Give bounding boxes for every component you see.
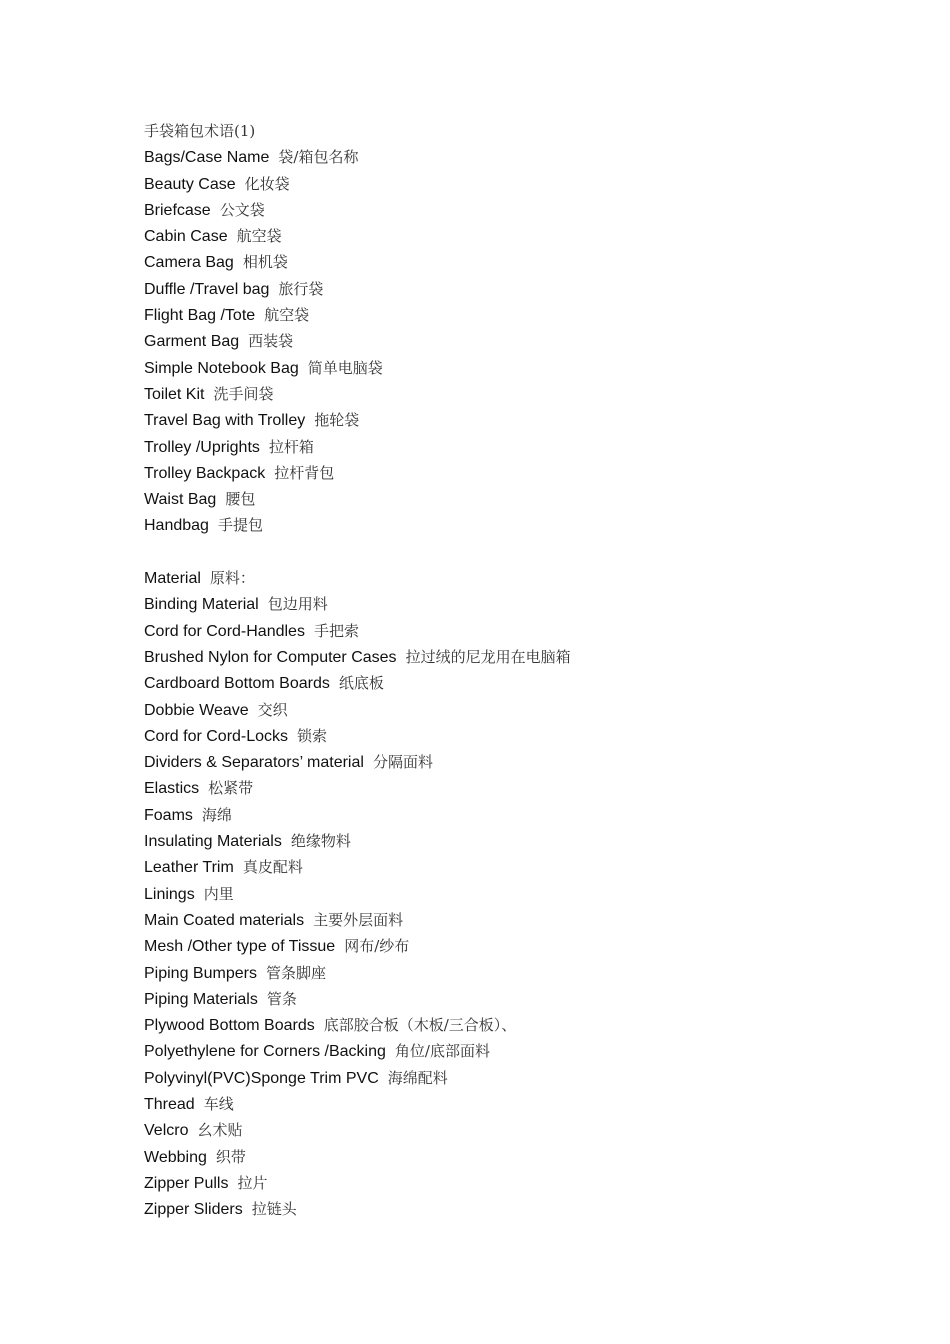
- term-chinese: 洗手间袋: [213, 384, 274, 403]
- term-english: Plywood Bottom Boards: [144, 1017, 315, 1035]
- materials-list: [144, 565, 904, 1222]
- term-chinese: 海绵: [201, 805, 232, 824]
- material-term-row: [144, 1065, 904, 1091]
- term-english: Leather Trim: [144, 859, 234, 877]
- term-chinese: 航空袋: [264, 306, 310, 325]
- material-term-row: [144, 828, 904, 854]
- bag-term-row: [144, 223, 904, 249]
- material-term-row: [144, 907, 904, 933]
- term-chinese: 松紧带: [208, 779, 254, 798]
- term-chinese: 车线: [203, 1094, 234, 1113]
- term-english: Main Coated materials: [144, 911, 305, 929]
- term-english: Webbing: [144, 1148, 207, 1166]
- section-spacer: [144, 539, 904, 565]
- bag-term-row: [144, 328, 904, 354]
- material-term-row: [144, 775, 904, 801]
- material-term-row: [144, 618, 904, 644]
- term-english: Travel Bag with Trolley: [144, 412, 306, 430]
- term-chinese: 拖轮袋: [314, 411, 360, 430]
- term-english: Zipper Sliders: [144, 1201, 243, 1219]
- term-chinese: 原料：: [209, 569, 255, 588]
- term-chinese: 纸底板: [338, 674, 384, 693]
- material-term-row: [144, 881, 904, 907]
- term-chinese: 锁索: [297, 726, 328, 745]
- term-chinese: 管条: [266, 989, 297, 1008]
- term-chinese: 幺术贴: [197, 1121, 243, 1140]
- material-term-row: [144, 749, 904, 775]
- term-chinese: 拉过绒的尼龙用在电脑箱: [405, 647, 571, 666]
- document-title: 手袋箱包术语(1): [144, 122, 256, 140]
- material-term-row: [144, 697, 904, 723]
- term-english: Flight Bag /Tote: [144, 307, 256, 325]
- term-chinese: 拉链头: [251, 1200, 297, 1219]
- material-term-row: [144, 1038, 904, 1064]
- term-chinese: 内里: [203, 884, 234, 903]
- term-chinese: 绝缘物料: [290, 832, 351, 851]
- material-term-row: [144, 1091, 904, 1117]
- term-chinese: 公文袋: [219, 200, 265, 219]
- term-english: Elastics: [144, 780, 200, 798]
- term-english: Dividers & Separators’ material: [144, 754, 364, 772]
- term-chinese: 航空袋: [236, 227, 282, 246]
- term-chinese: 袋/箱包名称: [278, 148, 359, 167]
- term-english: Mesh /Other type of Tissue: [144, 938, 336, 956]
- term-english: Foams: [144, 806, 193, 824]
- term-english: Brushed Nylon for Computer Cases: [144, 648, 397, 666]
- term-english: Material: [144, 570, 201, 588]
- term-english: Piping Bumpers: [144, 964, 257, 982]
- term-chinese: 西装袋: [248, 332, 294, 351]
- bag-term-row: [144, 407, 904, 433]
- bag-term-row: [144, 512, 904, 538]
- material-term-row: [144, 723, 904, 749]
- term-english: Duffle /Travel bag: [144, 280, 270, 298]
- bag-term-row: [144, 276, 904, 302]
- term-chinese: 腰包: [225, 490, 256, 509]
- term-chinese: 角位/底部面料: [394, 1042, 490, 1061]
- bag-term-row: [144, 381, 904, 407]
- term-english: Linings: [144, 885, 195, 903]
- term-english: Beauty Case: [144, 175, 236, 193]
- material-term-row: [144, 802, 904, 828]
- term-chinese: 手提包: [217, 516, 263, 535]
- term-english: Thread: [144, 1095, 195, 1113]
- material-term-row: [144, 986, 904, 1012]
- bag-term-row: [144, 302, 904, 328]
- term-english: Trolley Backpack: [144, 464, 266, 482]
- term-english: Binding Material: [144, 596, 259, 614]
- term-chinese: 简单电脑袋: [307, 358, 383, 377]
- material-term-row: [144, 1196, 904, 1222]
- term-english: Bags/Case Name: [144, 149, 270, 167]
- material-term-row: [144, 1170, 904, 1196]
- term-english: Camera Bag: [144, 254, 234, 272]
- term-chinese: 拉杆背包: [274, 463, 335, 482]
- term-english: Cord for Cord-Locks: [144, 727, 289, 745]
- term-chinese: 海绵配料: [387, 1068, 448, 1087]
- term-chinese: 拉片: [237, 1173, 268, 1192]
- term-english: Waist Bag: [144, 491, 217, 509]
- term-chinese: 管条脚座: [265, 963, 326, 982]
- material-term-row: [144, 644, 904, 670]
- term-english: Insulating Materials: [144, 833, 282, 851]
- term-english: Cabin Case: [144, 228, 228, 246]
- bag-names-list: [144, 144, 904, 538]
- term-chinese: 主要外层面料: [313, 910, 404, 929]
- term-chinese: 交织: [257, 700, 288, 719]
- term-english: Cardboard Bottom Boards: [144, 675, 330, 693]
- term-chinese: 织带: [215, 1147, 246, 1166]
- term-english: Handbag: [144, 517, 209, 535]
- material-term-row: [144, 854, 904, 880]
- term-english: Polyvinyl(PVC)Sponge Trim PVC: [144, 1069, 379, 1087]
- material-term-row: [144, 591, 904, 617]
- bag-term-row: [144, 486, 904, 512]
- term-chinese: 手把索: [313, 621, 359, 640]
- material-term-row: [144, 1012, 904, 1038]
- bag-term-row: [144, 355, 904, 381]
- material-term-row: [144, 1144, 904, 1170]
- term-english: Toilet Kit: [144, 385, 205, 403]
- material-term-row: [144, 960, 904, 986]
- bag-term-row: [144, 460, 904, 486]
- bag-term-row: [144, 434, 904, 460]
- material-term-row: [144, 670, 904, 696]
- material-term-row: [144, 933, 904, 959]
- term-english: Velcro: [144, 1122, 189, 1140]
- bag-term-row: [144, 197, 904, 223]
- term-chinese: 真皮配料: [242, 858, 303, 877]
- term-english: Garment Bag: [144, 333, 240, 351]
- term-english: Zipper Pulls: [144, 1174, 229, 1192]
- term-chinese: 相机袋: [242, 253, 288, 272]
- term-english: Trolley /Uprights: [144, 438, 260, 456]
- term-chinese: 网布/纱布: [344, 937, 410, 956]
- term-english: Briefcase: [144, 201, 211, 219]
- bag-term-row: [144, 171, 904, 197]
- term-chinese: 旅行袋: [278, 279, 324, 298]
- term-chinese: 化妆袋: [244, 174, 290, 193]
- term-english: Piping Materials: [144, 990, 258, 1008]
- term-english: Polyethylene for Corners /Backing: [144, 1043, 386, 1061]
- document-page: [144, 118, 904, 1222]
- term-chinese: 分隔面料: [372, 753, 433, 772]
- term-chinese: 底部胶合板（木板/三合板）、: [323, 1016, 517, 1035]
- term-chinese: 拉杆箱: [268, 437, 314, 456]
- term-english: Dobbie Weave: [144, 701, 249, 719]
- term-english: Simple Notebook Bag: [144, 359, 299, 377]
- bag-term-row: [144, 144, 904, 170]
- term-chinese: 包边用料: [267, 595, 328, 614]
- bag-term-row: [144, 249, 904, 275]
- material-term-row: [144, 565, 904, 591]
- material-term-row: [144, 1117, 904, 1143]
- term-english: Cord for Cord-Handles: [144, 622, 305, 640]
